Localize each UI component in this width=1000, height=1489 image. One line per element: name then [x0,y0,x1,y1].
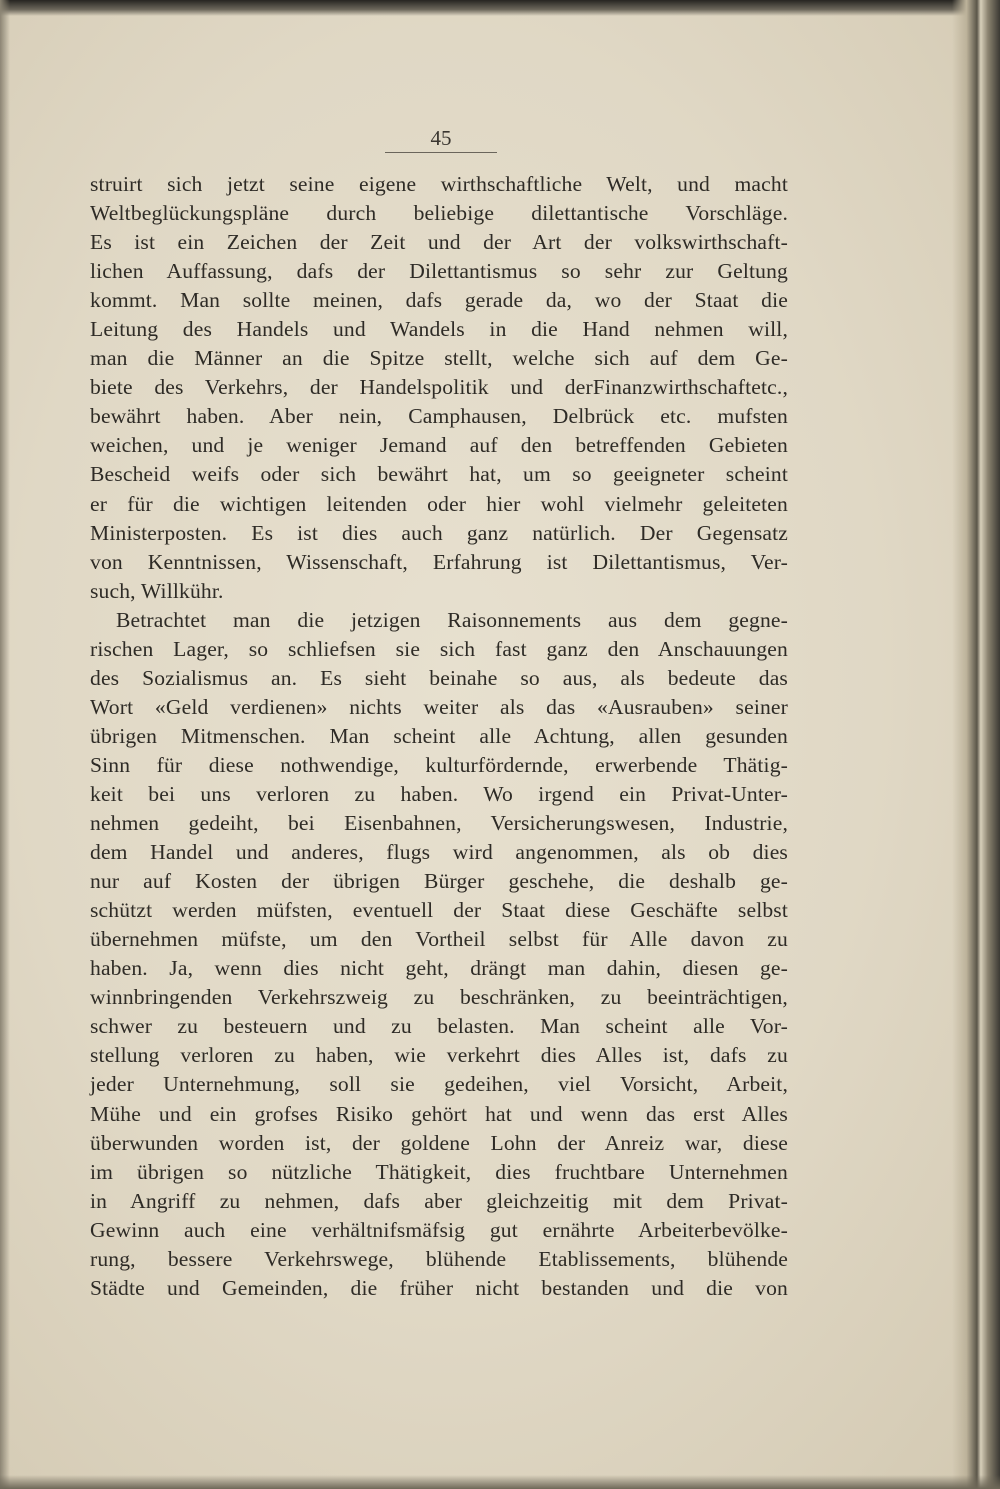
text-line: Betrachtet man die jetzigen Raisonnements aus dem gegne- [116,607,788,632]
body-text [90,170,788,1303]
text-line: Bescheid weifs oder sich bewährt hat, um so geeigneter scheint [90,462,788,487]
text-line: Ministerposten. Es ist dies auch ganz natürlich. Der Gegensatz [90,520,788,545]
text-line: schwer zu besteuern und zu belasten. Man scheint alle Vor- [90,1014,788,1039]
text-line: von Kenntnissen, Wissenschaft, Erfahrung ist Dilettantismus, Ver- [90,549,788,574]
text-line: winnbringenden Verkehrszweig zu beschränken, zu beeinträchtigen, [90,985,788,1010]
text-line: in Angriff zu nehmen, dafs aber gleichzeitig mit dem Privat- [90,1188,788,1213]
book-spine-edge [952,0,1000,1489]
text-line: des Sozialismus an. Es sieht beinahe so aus, als bedeute das [90,665,788,690]
text-line: jeder Unternehmung, soll sie gedeihen, viel Vorsicht, Arbeit, [90,1072,788,1097]
text-line: biete des Verkehrs, der Handelspolitik und derFinanzwirthschaftetc., [90,375,788,400]
text-line: Städte und Gemeinden, die früher nicht bestanden und die von [90,1275,788,1300]
text-line: Es ist ein Zeichen der Zeit und der Art der volkswirthschaft- [90,230,788,255]
text-line: keit bei uns verloren zu haben. Wo irgend ein Privat-Unter- [90,781,788,806]
text-line: nur auf Kosten der übrigen Bürger geschehe, die deshalb ge- [90,869,788,894]
bottom-page-edge [0,1475,1000,1489]
text-line: Gewinn auch eine verhältnifsmäfsig gut ernährte Arbeiterbevölke- [90,1217,788,1242]
text-line: man die Männer an die Spitze stellt, welche sich auf dem Ge- [90,346,788,371]
text-line: kommt. Man sollte meinen, dafs gerade da, wo der Staat die [90,288,788,313]
left-page-edge [0,0,10,1489]
text-line: überwunden worden ist, der goldene Lohn der Anreiz war, diese [90,1130,788,1155]
text-line: im übrigen so nützliche Thätigkeit, dies fruchtbare Unternehmen [90,1159,788,1184]
text-line: rischen Lager, so schliefsen sie sich fast ganz den Anschauungen [90,636,788,661]
page-number: 45 [385,127,497,153]
text-line: Leitung des Handels und Wandels in die Hand nehmen will, [90,317,788,342]
text-line: bewährt haben. Aber nein, Camphausen, Delbrück etc. mufsten [90,404,788,429]
text-line: weichen, und je weniger Jemand auf den betreffenden Gebieten [90,433,788,458]
text-line: such, Willkühr. [90,578,224,603]
text-line: er für die wichtigen leitenden oder hier wohl vielmehr geleiteten [90,491,788,516]
text-line: Weltbeglückungspläne durch beliebige dilettantische Vorschläge. [90,201,788,226]
text-line: nehmen gedeiht, bei Eisenbahnen, Versicherungswesen, Industrie, [90,811,788,836]
text-line: dem Handel und anderes, flugs wird angenommen, als ob dies [90,840,788,865]
text-line: Sinn für diese nothwendige, kulturfördernde, erwerbende Thätig- [90,752,788,777]
text-line: übernehmen müfste, um den Vortheil selbst für Alle davon zu [90,927,788,952]
text-line: struirt sich jetzt seine eigene wirthschaftliche Welt, und macht [90,172,788,196]
text-line: Mühe und ein grofses Risiko gehört hat und wenn das erst Alles [90,1101,788,1126]
text-line: stellung verloren zu haben, wie verkehrt dies Alles ist, dafs zu [90,1043,788,1068]
text-line: Wort «Geld verdienen» nichts weiter als das «Ausrauben» seiner [90,694,788,719]
text-line: übrigen Mitmenschen. Man scheint alle Achtung, allen gesunden [90,723,788,748]
text-line: schützt werden müfsten, eventuell der Staat diese Geschäfte selbst [90,898,788,923]
text-line: haben. Ja, wenn dies nicht geht, drängt man dahin, diesen ge- [90,956,788,981]
text-line: lichen Auffassung, dafs der Dilettantismus so sehr zur Geltung [90,259,788,284]
top-shadow [0,0,1000,16]
text-line: rung, bessere Verkehrswege, blühende Etablissements, blühende [90,1246,788,1271]
